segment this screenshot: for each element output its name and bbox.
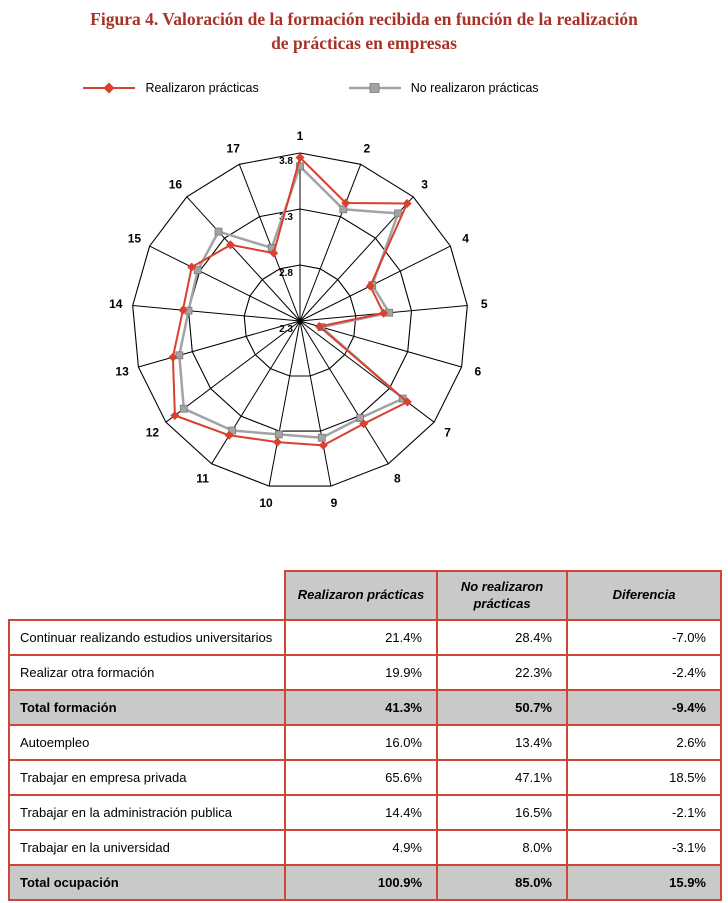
axis-spoke xyxy=(133,306,300,322)
row-value: 85.0% xyxy=(437,865,567,900)
row-value: 22.3% xyxy=(437,655,567,690)
legend-item-no-realizaron xyxy=(347,81,539,95)
axis-spoke xyxy=(300,321,434,422)
row-value: 65.6% xyxy=(285,760,437,795)
axis-spoke xyxy=(150,246,300,321)
axis-label: 5 xyxy=(480,297,488,312)
legend-label-no-realizaron: No realizaron prácticas xyxy=(410,81,539,96)
row-value: 8.0% xyxy=(437,830,567,865)
row-value: 50.7% xyxy=(437,690,567,725)
legend-line-square-icon xyxy=(347,81,403,95)
table-header-cell: Diferencia xyxy=(567,571,721,620)
axis-label: 14 xyxy=(109,297,123,312)
radar-chart xyxy=(0,97,620,543)
marker-square xyxy=(318,434,325,441)
row-value: -9.4% xyxy=(567,690,721,725)
row-label: Trabajar en la administración publica xyxy=(9,795,285,830)
marker-diamond xyxy=(170,411,179,420)
legend-line-diamond-icon xyxy=(81,81,137,95)
table-row xyxy=(9,760,721,795)
table-corner-cell xyxy=(9,571,285,620)
row-value: 18.5% xyxy=(567,760,721,795)
axis-label: 10 xyxy=(259,496,273,511)
row-value: 13.4% xyxy=(437,725,567,760)
series-line-square xyxy=(179,167,402,438)
axis-label: 1 xyxy=(296,129,304,144)
row-value: -3.1% xyxy=(567,830,721,865)
row-value: 14.4% xyxy=(285,795,437,830)
figure-title xyxy=(0,0,728,55)
radar-chart-wrap xyxy=(0,97,620,548)
radial-tick-label: 2.8 xyxy=(279,268,293,280)
table-row xyxy=(9,830,721,865)
series-line-diamond xyxy=(173,158,407,446)
row-value: -2.1% xyxy=(567,795,721,830)
table-row xyxy=(9,795,721,830)
axis-label: 9 xyxy=(330,496,338,511)
axis-label: 17 xyxy=(226,141,240,156)
row-value: -7.0% xyxy=(567,620,721,655)
axis-label: 7 xyxy=(444,425,451,440)
row-value: -2.4% xyxy=(567,655,721,690)
marker-square xyxy=(275,431,282,438)
table-header-cell: Realizaron prácticas xyxy=(285,571,437,620)
row-value: 21.4% xyxy=(285,620,437,655)
row-value: 2.6% xyxy=(567,725,721,760)
axis-label: 6 xyxy=(474,364,482,379)
row-label: Total ocupación xyxy=(9,865,285,900)
marker-diamond xyxy=(273,438,282,447)
chart-legend xyxy=(0,81,620,95)
figure-title-line1: Figura 4. Valoración de la formación recibida en función de la realización xyxy=(90,9,638,29)
axis-label: 11 xyxy=(196,471,209,486)
axis-label: 8 xyxy=(394,471,401,486)
row-value: 16.5% xyxy=(437,795,567,830)
figure-title-line2: de prácticas en empresas xyxy=(271,32,457,53)
table-total-row xyxy=(9,690,721,725)
row-value: 19.9% xyxy=(285,655,437,690)
table-total-row xyxy=(9,865,721,900)
table-row xyxy=(9,655,721,690)
marker-square xyxy=(180,405,187,412)
axis-label: 4 xyxy=(462,231,469,246)
row-value: 15.9% xyxy=(567,865,721,900)
row-label: Trabajar en empresa privada xyxy=(9,760,285,795)
table-row xyxy=(9,725,721,760)
radial-tick-label: 3.8 xyxy=(279,156,293,168)
table-header-cell: No realizaron prácticas xyxy=(437,571,567,620)
axis-label: 3 xyxy=(421,177,428,192)
row-label: Autoempleo xyxy=(9,725,285,760)
axis-label: 16 xyxy=(168,177,183,192)
row-label: Realizar otra formación xyxy=(9,655,285,690)
axis-label: 13 xyxy=(115,364,129,379)
row-value: 28.4% xyxy=(437,620,567,655)
legend-item-realizaron xyxy=(81,81,258,95)
axis-label: 12 xyxy=(145,425,160,440)
results-table xyxy=(8,570,722,901)
row-value: 100.9% xyxy=(285,865,437,900)
row-label: Continuar realizando estudios universitarios xyxy=(9,620,285,655)
radial-tick-label: 3.3 xyxy=(279,212,293,224)
table-header-row xyxy=(9,571,721,620)
legend-label-realizaron: Realizaron prácticas xyxy=(145,81,259,96)
radial-tick-label: 2.3 xyxy=(279,324,293,336)
axis-label: 15 xyxy=(127,231,142,246)
row-value: 16.0% xyxy=(285,725,437,760)
chart-area xyxy=(0,81,620,548)
marker-diamond xyxy=(319,441,328,450)
table-body xyxy=(9,620,721,900)
marker-square xyxy=(215,228,222,235)
row-label: Trabajar en la universidad xyxy=(9,830,285,865)
row-value: 47.1% xyxy=(437,760,567,795)
table-row xyxy=(9,620,721,655)
row-value: 41.3% xyxy=(285,690,437,725)
row-value: 4.9% xyxy=(285,830,437,865)
row-label: Total formación xyxy=(9,690,285,725)
axis-label: 2 xyxy=(363,141,371,156)
